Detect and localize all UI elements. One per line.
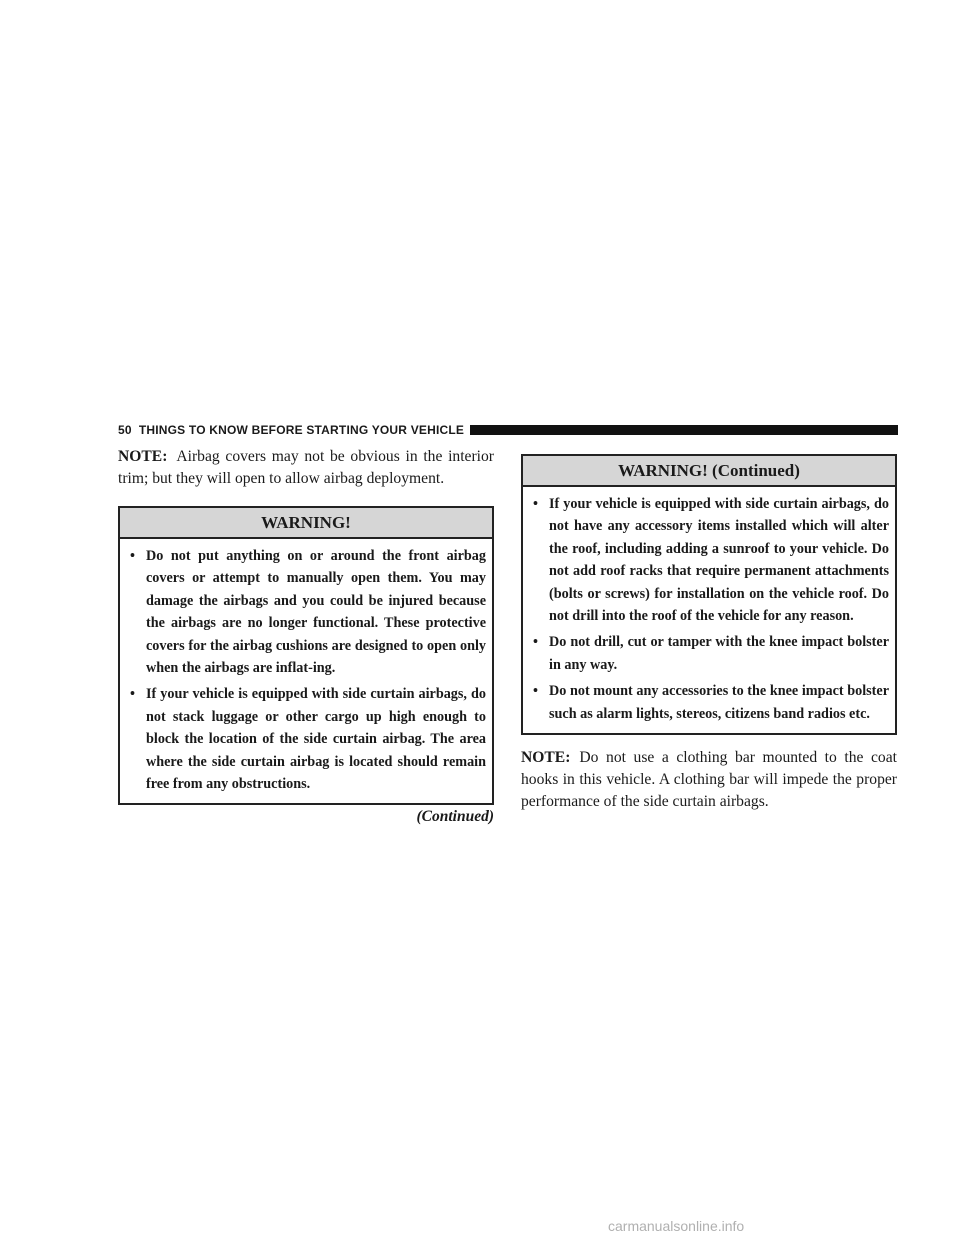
note-paragraph	[521, 747, 897, 813]
note-label: NOTE:	[118, 448, 168, 465]
warning-list	[523, 487, 895, 733]
left-column	[118, 446, 494, 828]
warning-title: WARNING!	[120, 508, 492, 539]
section-title: THINGS TO KNOW BEFORE STARTING YOUR VEHICLE	[138, 423, 465, 437]
watermark: carmanualsonline.info	[608, 1218, 745, 1234]
note-paragraph	[118, 446, 494, 490]
warning-item-text: Do not drill, cut or tamper with the knee impact bolster in any way.	[549, 634, 889, 673]
warning-item-text: If your vehicle is equipped with side curtain airbags, do not stack luggage or other cargo up high enough to block the location of the side curtain airbag. The area where the side curtain airbag is located should remain free from any obstructions.	[146, 686, 486, 793]
bullet-icon: •	[130, 548, 135, 564]
warning-box-continued	[521, 454, 897, 735]
warning-list	[120, 539, 492, 803]
bullet-icon: •	[533, 496, 538, 512]
header-title	[118, 423, 464, 437]
warning-item	[531, 680, 889, 725]
note-text: Airbag covers may not be obvious in the interior trim; but they will open to allow airbag deployment.	[118, 448, 494, 487]
continued-label: (Continued)	[416, 808, 494, 826]
page-header	[118, 421, 898, 439]
warning-box	[118, 506, 494, 805]
warning-title: WARNING! (Continued)	[523, 456, 895, 487]
warning-item-text: Do not mount any accessories to the knee impact bolster such as alarm lights, stereos, citizens band radios etc.	[549, 683, 889, 722]
header-rule	[470, 425, 898, 435]
right-column	[521, 446, 897, 813]
bullet-icon: •	[533, 683, 538, 700]
warning-item-text: If your vehicle is equipped with side curtain airbags, do not have any accessory items installed which will alter the roof, including adding a sunroof to your vehicle. Do not add roof racks that require permanent attachments (bolts or screws) for installation on the vehicle roof. Do not drill into the roof of the vehicle for any reason.	[549, 496, 889, 625]
warning-item	[128, 683, 486, 795]
bullet-icon: •	[130, 686, 135, 703]
note-label: NOTE:	[521, 749, 571, 767]
warning-item	[531, 493, 889, 627]
bullet-icon: •	[533, 634, 538, 651]
note-text: Do not use a clothing bar mounted to the coat hooks in this vehicle. A clothing bar will impede the proper performance of the side curtain airbags.	[521, 749, 897, 811]
warning-item-text: Do not put anything on or around the front airbag covers or attempt to manually open them. You may damage the airbags and you could be injured because the airbags are no longer functional. These protective covers for the airbag cushions are designed to open only when the airbags are inflat-ing.	[146, 548, 486, 677]
warning-item	[128, 545, 486, 679]
page-number: 50	[118, 423, 132, 437]
warning-item	[531, 631, 889, 676]
